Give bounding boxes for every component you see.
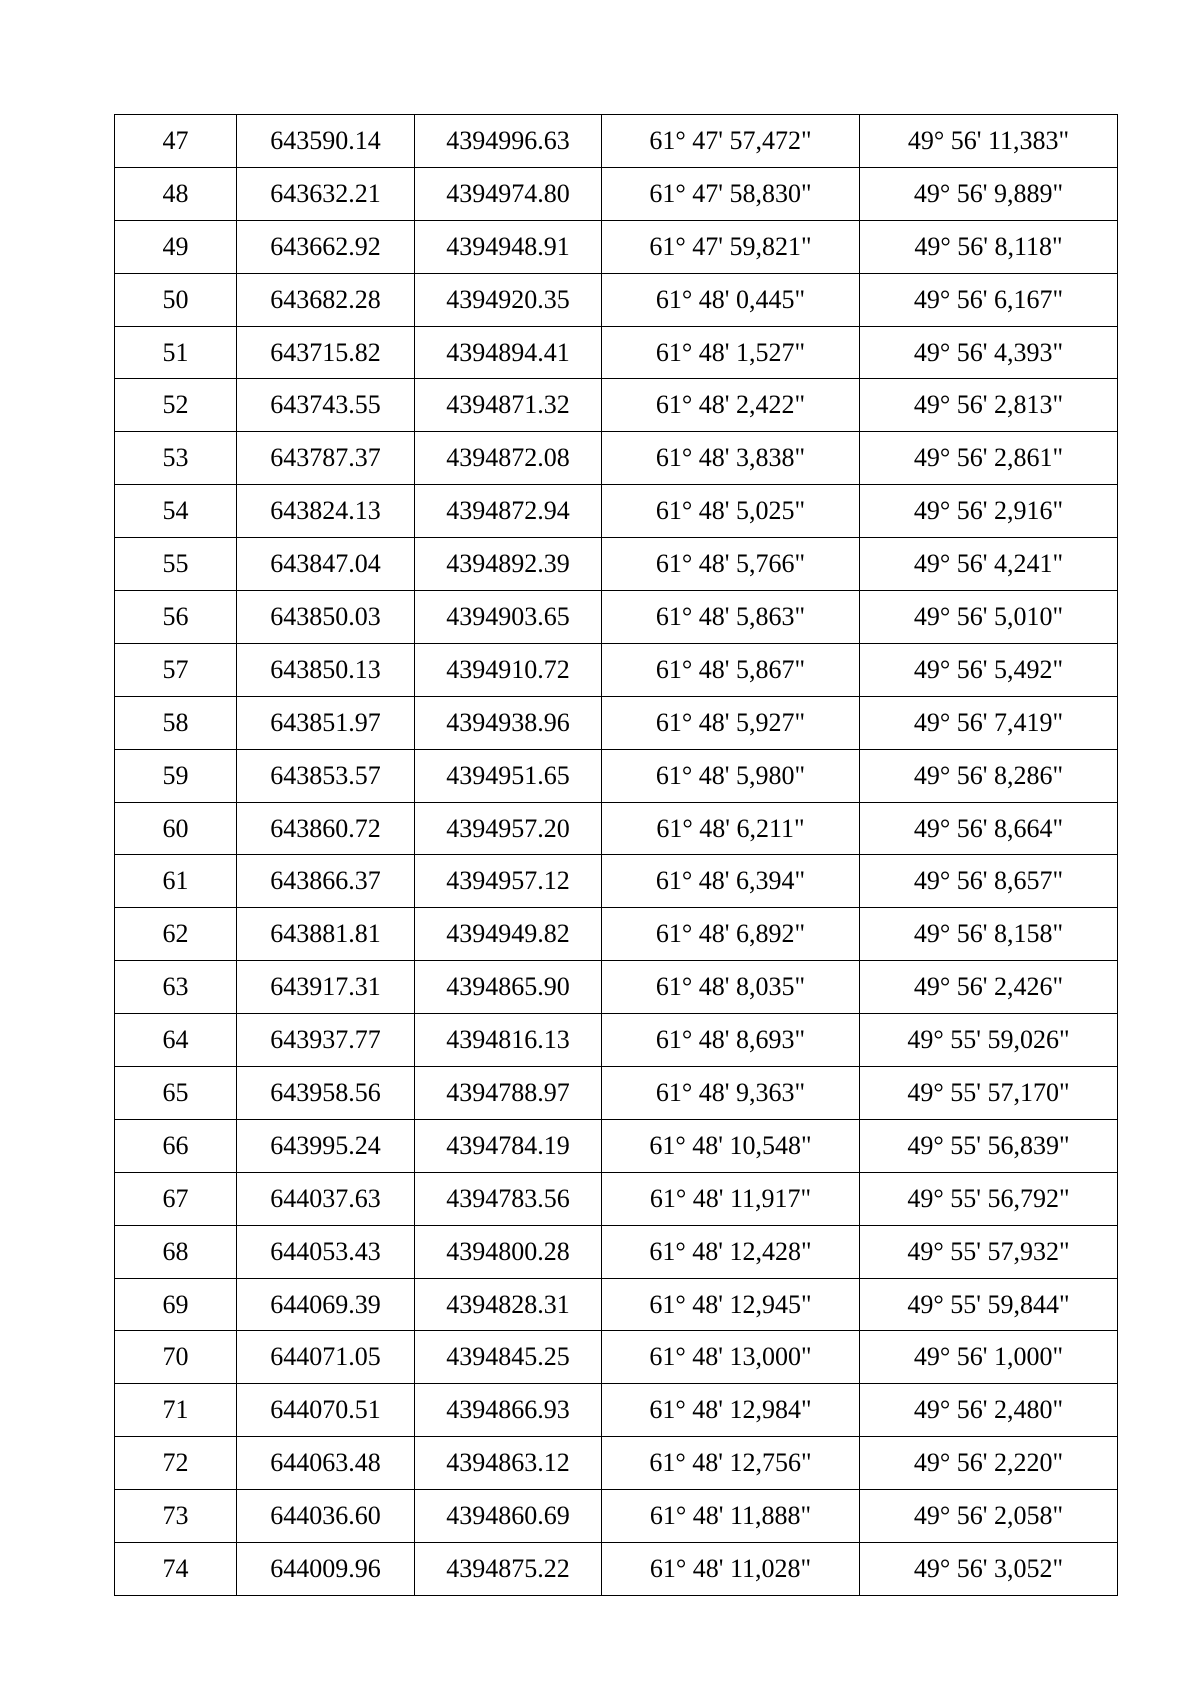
x-coordinate-cell: 643743.55	[237, 379, 415, 432]
table-row	[115, 167, 1118, 220]
latitude-cell: 49° 55' 56,839"	[860, 1119, 1118, 1172]
x-coordinate-cell: 644063.48	[237, 1437, 415, 1490]
latitude-cell: 49° 56' 5,010"	[860, 591, 1118, 644]
y-coordinate-cell: 4394784.19	[415, 1119, 602, 1172]
longitude-cell: 61° 48' 6,211"	[602, 802, 860, 855]
latitude-cell: 49° 55' 57,932"	[860, 1225, 1118, 1278]
y-coordinate-cell: 4394948.91	[415, 220, 602, 273]
longitude-cell: 61° 48' 13,000"	[602, 1331, 860, 1384]
latitude-cell: 49° 56' 2,480"	[860, 1384, 1118, 1437]
y-coordinate-cell: 4394800.28	[415, 1225, 602, 1278]
coordinates-table	[114, 114, 1118, 1596]
table-row	[115, 273, 1118, 326]
table-row	[115, 538, 1118, 591]
latitude-cell: 49° 56' 8,664"	[860, 802, 1118, 855]
longitude-cell: 61° 48' 11,028"	[602, 1543, 860, 1596]
table-row	[115, 220, 1118, 273]
point-number-cell: 63	[115, 961, 237, 1014]
table-row	[115, 749, 1118, 802]
longitude-cell: 61° 48' 3,838"	[602, 432, 860, 485]
y-coordinate-cell: 4394863.12	[415, 1437, 602, 1490]
table-row	[115, 591, 1118, 644]
x-coordinate-cell: 643850.03	[237, 591, 415, 644]
y-coordinate-cell: 4394951.65	[415, 749, 602, 802]
x-coordinate-cell: 643860.72	[237, 802, 415, 855]
latitude-cell: 49° 56' 2,220"	[860, 1437, 1118, 1490]
longitude-cell: 61° 48' 12,945"	[602, 1278, 860, 1331]
longitude-cell: 61° 48' 5,025"	[602, 485, 860, 538]
y-coordinate-cell: 4394974.80	[415, 167, 602, 220]
latitude-cell: 49° 56' 8,118"	[860, 220, 1118, 273]
x-coordinate-cell: 644036.60	[237, 1490, 415, 1543]
y-coordinate-cell: 4394783.56	[415, 1172, 602, 1225]
point-number-cell: 55	[115, 538, 237, 591]
x-coordinate-cell: 644009.96	[237, 1543, 415, 1596]
y-coordinate-cell: 4394871.32	[415, 379, 602, 432]
point-number-cell: 52	[115, 379, 237, 432]
x-coordinate-cell: 644071.05	[237, 1331, 415, 1384]
longitude-cell: 61° 48' 2,422"	[602, 379, 860, 432]
x-coordinate-cell: 643632.21	[237, 167, 415, 220]
longitude-cell: 61° 48' 0,445"	[602, 273, 860, 326]
latitude-cell: 49° 56' 8,158"	[860, 908, 1118, 961]
latitude-cell: 49° 56' 2,058"	[860, 1490, 1118, 1543]
table-row	[115, 485, 1118, 538]
x-coordinate-cell: 643590.14	[237, 115, 415, 168]
y-coordinate-cell: 4394865.90	[415, 961, 602, 1014]
latitude-cell: 49° 55' 56,792"	[860, 1172, 1118, 1225]
longitude-cell: 61° 48' 5,863"	[602, 591, 860, 644]
y-coordinate-cell: 4394788.97	[415, 1067, 602, 1120]
point-number-cell: 61	[115, 855, 237, 908]
latitude-cell: 49° 56' 4,241"	[860, 538, 1118, 591]
point-number-cell: 51	[115, 326, 237, 379]
table-row	[115, 908, 1118, 961]
point-number-cell: 70	[115, 1331, 237, 1384]
point-number-cell: 59	[115, 749, 237, 802]
latitude-cell: 49° 55' 59,844"	[860, 1278, 1118, 1331]
table-row	[115, 1331, 1118, 1384]
x-coordinate-cell: 643662.92	[237, 220, 415, 273]
table-row	[115, 1225, 1118, 1278]
x-coordinate-cell: 643853.57	[237, 749, 415, 802]
longitude-cell: 61° 48' 10,548"	[602, 1119, 860, 1172]
x-coordinate-cell: 644053.43	[237, 1225, 415, 1278]
longitude-cell: 61° 48' 8,693"	[602, 1014, 860, 1067]
point-number-cell: 60	[115, 802, 237, 855]
point-number-cell: 58	[115, 696, 237, 749]
point-number-cell: 66	[115, 1119, 237, 1172]
y-coordinate-cell: 4394866.93	[415, 1384, 602, 1437]
x-coordinate-cell: 644069.39	[237, 1278, 415, 1331]
latitude-cell: 49° 56' 1,000"	[860, 1331, 1118, 1384]
longitude-cell: 61° 48' 6,892"	[602, 908, 860, 961]
x-coordinate-cell: 644037.63	[237, 1172, 415, 1225]
point-number-cell: 71	[115, 1384, 237, 1437]
table-row	[115, 802, 1118, 855]
y-coordinate-cell: 4394957.12	[415, 855, 602, 908]
point-number-cell: 50	[115, 273, 237, 326]
table-row	[115, 115, 1118, 168]
x-coordinate-cell: 643851.97	[237, 696, 415, 749]
point-number-cell: 68	[115, 1225, 237, 1278]
x-coordinate-cell: 643787.37	[237, 432, 415, 485]
latitude-cell: 49° 56' 9,889"	[860, 167, 1118, 220]
table-row	[115, 432, 1118, 485]
longitude-cell: 61° 47' 57,472"	[602, 115, 860, 168]
point-number-cell: 53	[115, 432, 237, 485]
x-coordinate-cell: 643850.13	[237, 643, 415, 696]
latitude-cell: 49° 56' 5,492"	[860, 643, 1118, 696]
y-coordinate-cell: 4394872.08	[415, 432, 602, 485]
table-row	[115, 379, 1118, 432]
x-coordinate-cell: 643847.04	[237, 538, 415, 591]
point-number-cell: 65	[115, 1067, 237, 1120]
y-coordinate-cell: 4394938.96	[415, 696, 602, 749]
y-coordinate-cell: 4394996.63	[415, 115, 602, 168]
point-number-cell: 69	[115, 1278, 237, 1331]
longitude-cell: 61° 48' 12,984"	[602, 1384, 860, 1437]
y-coordinate-cell: 4394892.39	[415, 538, 602, 591]
latitude-cell: 49° 56' 8,657"	[860, 855, 1118, 908]
longitude-cell: 61° 48' 6,394"	[602, 855, 860, 908]
y-coordinate-cell: 4394875.22	[415, 1543, 602, 1596]
point-number-cell: 67	[115, 1172, 237, 1225]
longitude-cell: 61° 47' 58,830"	[602, 167, 860, 220]
point-number-cell: 74	[115, 1543, 237, 1596]
table-row	[115, 696, 1118, 749]
longitude-cell: 61° 48' 5,927"	[602, 696, 860, 749]
y-coordinate-cell: 4394903.65	[415, 591, 602, 644]
point-number-cell: 47	[115, 115, 237, 168]
point-number-cell: 64	[115, 1014, 237, 1067]
point-number-cell: 56	[115, 591, 237, 644]
table-row	[115, 1119, 1118, 1172]
longitude-cell: 61° 48' 5,867"	[602, 643, 860, 696]
point-number-cell: 48	[115, 167, 237, 220]
x-coordinate-cell: 643917.31	[237, 961, 415, 1014]
x-coordinate-cell: 643958.56	[237, 1067, 415, 1120]
x-coordinate-cell: 643995.24	[237, 1119, 415, 1172]
coordinates-table-body	[115, 115, 1118, 1596]
latitude-cell: 49° 56' 7,419"	[860, 696, 1118, 749]
table-row	[115, 643, 1118, 696]
x-coordinate-cell: 643866.37	[237, 855, 415, 908]
table-row	[115, 1543, 1118, 1596]
y-coordinate-cell: 4394957.20	[415, 802, 602, 855]
point-number-cell: 49	[115, 220, 237, 273]
latitude-cell: 49° 56' 2,813"	[860, 379, 1118, 432]
table-row	[115, 1278, 1118, 1331]
longitude-cell: 61° 48' 5,980"	[602, 749, 860, 802]
y-coordinate-cell: 4394860.69	[415, 1490, 602, 1543]
longitude-cell: 61° 48' 12,756"	[602, 1437, 860, 1490]
table-row	[115, 1490, 1118, 1543]
latitude-cell: 49° 56' 4,393"	[860, 326, 1118, 379]
x-coordinate-cell: 643682.28	[237, 273, 415, 326]
table-row	[115, 326, 1118, 379]
longitude-cell: 61° 48' 11,888"	[602, 1490, 860, 1543]
latitude-cell: 49° 56' 11,383"	[860, 115, 1118, 168]
x-coordinate-cell: 643824.13	[237, 485, 415, 538]
point-number-cell: 54	[115, 485, 237, 538]
y-coordinate-cell: 4394845.25	[415, 1331, 602, 1384]
latitude-cell: 49° 55' 57,170"	[860, 1067, 1118, 1120]
y-coordinate-cell: 4394910.72	[415, 643, 602, 696]
table-row	[115, 961, 1118, 1014]
x-coordinate-cell: 643937.77	[237, 1014, 415, 1067]
table-row	[115, 1437, 1118, 1490]
latitude-cell: 49° 56' 2,916"	[860, 485, 1118, 538]
table-row	[115, 1014, 1118, 1067]
y-coordinate-cell: 4394828.31	[415, 1278, 602, 1331]
y-coordinate-cell: 4394872.94	[415, 485, 602, 538]
latitude-cell: 49° 56' 2,426"	[860, 961, 1118, 1014]
longitude-cell: 61° 48' 12,428"	[602, 1225, 860, 1278]
latitude-cell: 49° 56' 6,167"	[860, 273, 1118, 326]
longitude-cell: 61° 47' 59,821"	[602, 220, 860, 273]
latitude-cell: 49° 55' 59,026"	[860, 1014, 1118, 1067]
x-coordinate-cell: 643715.82	[237, 326, 415, 379]
table-row	[115, 1172, 1118, 1225]
table-row	[115, 855, 1118, 908]
y-coordinate-cell: 4394894.41	[415, 326, 602, 379]
x-coordinate-cell: 643881.81	[237, 908, 415, 961]
latitude-cell: 49° 56' 8,286"	[860, 749, 1118, 802]
longitude-cell: 61° 48' 9,363"	[602, 1067, 860, 1120]
longitude-cell: 61° 48' 8,035"	[602, 961, 860, 1014]
longitude-cell: 61° 48' 11,917"	[602, 1172, 860, 1225]
point-number-cell: 73	[115, 1490, 237, 1543]
longitude-cell: 61° 48' 5,766"	[602, 538, 860, 591]
x-coordinate-cell: 644070.51	[237, 1384, 415, 1437]
y-coordinate-cell: 4394920.35	[415, 273, 602, 326]
point-number-cell: 72	[115, 1437, 237, 1490]
table-row	[115, 1067, 1118, 1120]
latitude-cell: 49° 56' 3,052"	[860, 1543, 1118, 1596]
y-coordinate-cell: 4394816.13	[415, 1014, 602, 1067]
point-number-cell: 57	[115, 643, 237, 696]
longitude-cell: 61° 48' 1,527"	[602, 326, 860, 379]
y-coordinate-cell: 4394949.82	[415, 908, 602, 961]
latitude-cell: 49° 56' 2,861"	[860, 432, 1118, 485]
table-row	[115, 1384, 1118, 1437]
point-number-cell: 62	[115, 908, 237, 961]
